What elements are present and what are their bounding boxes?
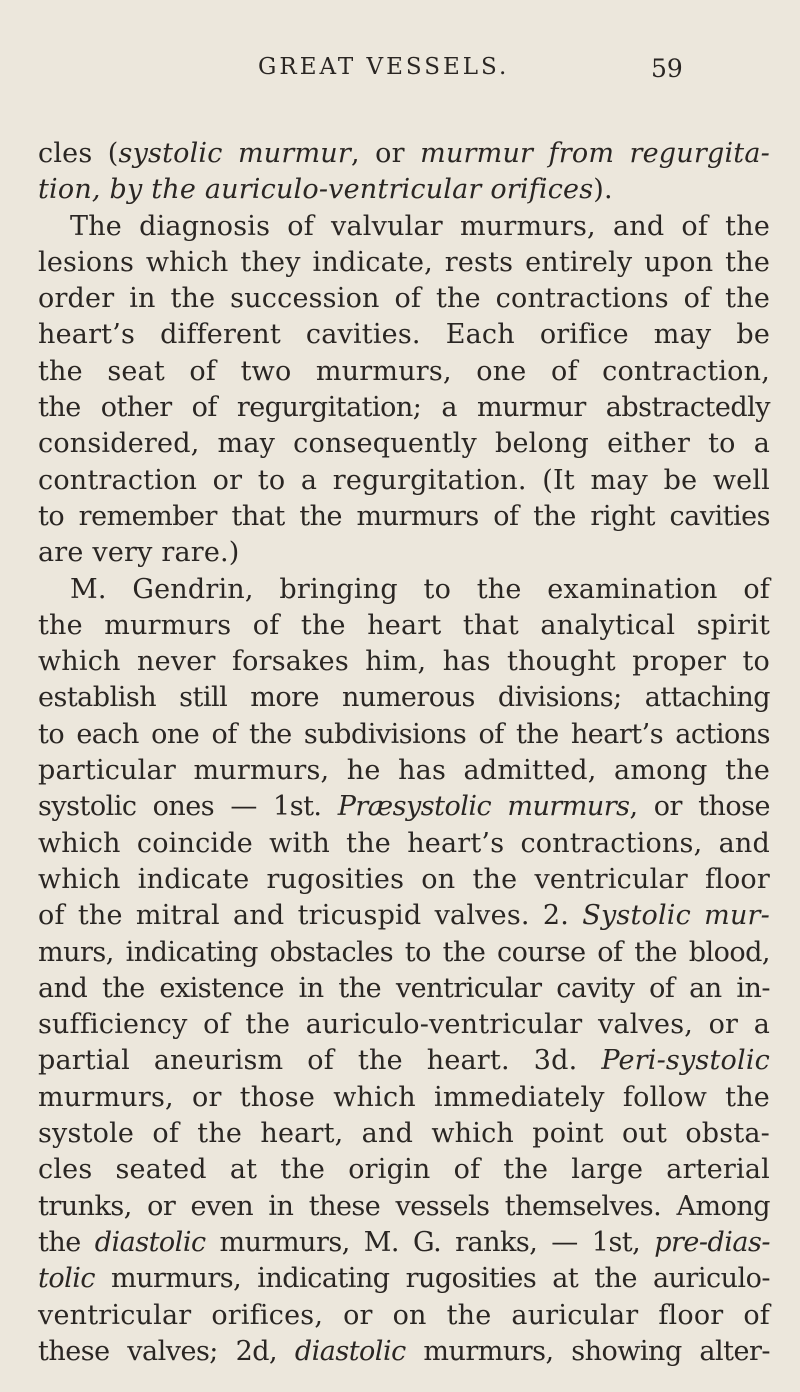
text-line: the murmurs of the heart that analytical spirit <box>38 609 770 641</box>
text-line: partial aneurism of the heart. 3d. Peri-systolic <box>38 1045 770 1077</box>
text-line: tolic murmurs, indicating rugosities at the auriculo- <box>38 1263 770 1295</box>
text-line: M. Gendrin, bringing to the examination of <box>70 573 770 605</box>
text-line: the diastolic murmurs, M. G. ranks, — 1st, pre-dias- <box>38 1226 770 1258</box>
text-line: cles (systolic murmur, or murmur from regurgita- <box>38 138 770 169</box>
text-line: particular murmurs, he has admitted, among the <box>38 755 770 787</box>
text-line: heart’s different cavities. Each orifice may be <box>38 319 770 351</box>
body-text <box>38 136 770 1370</box>
text-line: murmurs, or those which immediately follow the <box>38 1081 770 1113</box>
text-line: tion, by the auriculo-ventricular orifices). <box>38 174 613 206</box>
page-header <box>0 54 800 90</box>
text-line: which never forsakes him, has thought proper to <box>38 646 770 678</box>
text-line: systolic ones — 1st. Præsystolic murmurs, or those <box>38 791 770 823</box>
text-line: which indicate rugosities on the ventricular floor <box>38 863 770 895</box>
text-line: establish still more numerous divisions; attaching <box>38 682 770 714</box>
page-number: 59 <box>651 54 683 83</box>
text-line: trunks, or even in these vessels themselves. Among <box>38 1190 770 1222</box>
text-line: are very rare.) <box>38 537 240 569</box>
running-title: GREAT VESSELS. <box>258 54 510 80</box>
text-line: to each one of the subdivisions of the heart’s actions <box>38 718 770 750</box>
text-line: and the existence in the ventricular cavity of an in- <box>38 972 770 1004</box>
text-line: these valves; 2d, diastolic murmurs, showing alter- <box>38 1335 771 1367</box>
text-line: of the mitral and tricuspid valves. 2. Systolic mur- <box>38 900 770 932</box>
text-line: to remember that the murmurs of the right cavities <box>38 500 770 532</box>
text-line: considered, may consequently belong either to a <box>38 428 770 460</box>
text-line: murs, indicating obstacles to the course of the blood, <box>38 936 770 968</box>
text-line: contraction or to a regurgitation. (It may be well <box>38 464 770 496</box>
text-line: lesions which they indicate, rests entirely upon the <box>38 246 770 278</box>
text-line: the seat of two murmurs, one of contraction, <box>38 355 770 387</box>
text-line: order in the succession of the contractions of the <box>38 283 770 315</box>
text-line: The diagnosis of valvular murmurs, and of the <box>70 210 770 242</box>
text-line: systole of the heart, and which point out obsta- <box>38 1118 770 1150</box>
text-line: cles seated at the origin of the large arterial <box>38 1154 770 1186</box>
text-line: ventricular orifices, or on the auricular floor of <box>38 1299 770 1331</box>
text-line: the other of regurgitation; a murmur abstractedly <box>38 392 770 424</box>
text-line: which coincide with the heart’s contractions, and <box>38 827 770 859</box>
text-line: sufficiency of the auriculo-ventricular valves, or a <box>38 1009 770 1041</box>
